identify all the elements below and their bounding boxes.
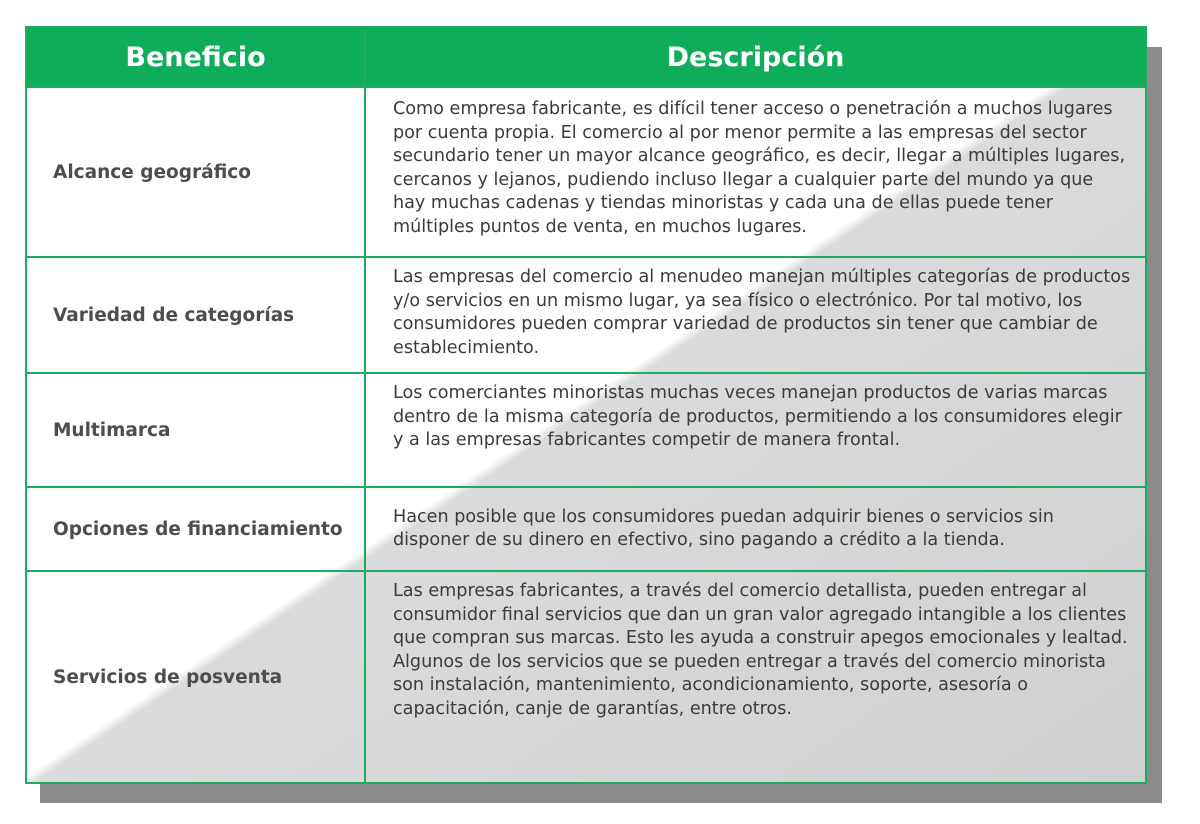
table-row xyxy=(27,257,1145,373)
description-cell: Las empresas del comercio al menudeo manejan múltiples categorías de productos y/o servicios en un mismo lugar, ya sea físico o electrónico. Por tal motivo, los consumidores pueden comprar variedad de productos sin tener que cambiar de establecimiento. xyxy=(365,257,1145,373)
table-header-row xyxy=(27,28,1145,87)
benefit-cell: Servicios de posventa xyxy=(27,571,365,782)
header-description: Descripción xyxy=(365,28,1145,87)
description-cell: Las empresas fabricantes, a través del comercio detallista, pueden entregar al consumidor final servicios que dan un gran valor agregado intangible a los clientes que compran sus marcas. Esto les ayuda a construir apegos emocionales y lealtad. Algunos de los servicios que se pueden entregar a través del comercio minorista son instalación, mantenimiento, acondicionamiento, soporte, asesoría o capacitación, canje de garantías, entre otros. xyxy=(365,571,1145,782)
description-cell: Hacen posible que los consumidores puedan adquirir bienes o servicios sin disponer de su dinero en efectivo, sino pagando a crédito a la tienda. xyxy=(365,487,1145,571)
table-row xyxy=(27,571,1145,782)
table-row xyxy=(27,487,1145,571)
benefit-cell: Alcance geográfico xyxy=(27,87,365,257)
header-benefit: Beneficio xyxy=(27,28,365,87)
description-cell: Como empresa fabricante, es difícil tener acceso o penetración a muchos lugares por cuenta propia. El comercio al por menor permite a las empresas del sector secundario tener un mayor alcance geográfico, es decir, llegar a múltiples lugares, cercanos y lejanos, pudiendo incluso llegar a cualquier parte del mundo ya que hay muchas cadenas y tiendas minoristas y cada una de ellas puede tener múltiples puntos de venta, en muchos lugares. xyxy=(365,87,1145,257)
description-cell: Los comerciantes minoristas muchas veces manejan productos de varias marcas dentro de la misma categoría de productos, permitiendo a los consumidores elegir y a las empresas fabricantes competir de manera frontal. xyxy=(365,373,1145,487)
benefits-table xyxy=(25,26,1147,784)
benefit-cell: Variedad de categorías xyxy=(27,257,365,373)
table-row xyxy=(27,373,1145,487)
benefit-cell: Multimarca xyxy=(27,373,365,487)
table-row xyxy=(27,87,1145,257)
benefit-cell: Opciones de financiamiento xyxy=(27,487,365,571)
